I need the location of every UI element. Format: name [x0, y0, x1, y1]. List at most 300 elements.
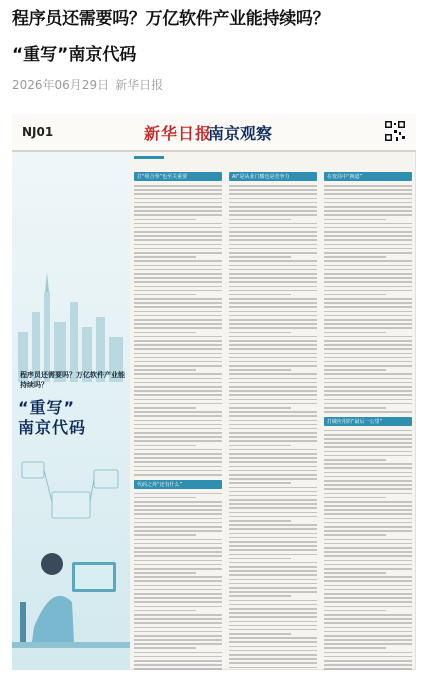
text-line — [324, 493, 412, 495]
text-line — [324, 534, 386, 536]
text-line — [324, 488, 412, 490]
text-line — [324, 639, 412, 641]
article-source: 新华日报 — [115, 78, 164, 92]
lead-accent-bar — [134, 156, 164, 159]
text-line — [134, 336, 222, 338]
text-line — [134, 306, 222, 308]
text-line — [134, 597, 222, 599]
text-line — [134, 551, 222, 553]
text-line — [324, 290, 412, 292]
text-line — [229, 193, 317, 195]
text-line — [134, 639, 222, 641]
text-line — [134, 298, 222, 300]
text-line — [134, 576, 222, 578]
text-line — [229, 558, 291, 560]
text-line — [134, 509, 222, 511]
text-line — [229, 369, 291, 371]
text-line — [324, 505, 412, 507]
text-line — [229, 507, 317, 509]
text-line — [324, 256, 386, 258]
text-line — [134, 319, 222, 321]
text-line — [324, 411, 412, 413]
text-line — [324, 382, 412, 384]
text-line — [229, 595, 291, 597]
text-line — [229, 604, 317, 606]
text-line — [134, 386, 222, 388]
text-line — [324, 601, 412, 603]
text-line — [134, 568, 222, 570]
text-line — [134, 382, 222, 384]
page-number: NJ01 — [22, 125, 54, 139]
text-line — [324, 378, 412, 380]
text-line — [324, 647, 386, 649]
text-line — [229, 269, 317, 271]
text-line — [229, 549, 317, 551]
text-line — [324, 189, 412, 191]
text-line — [229, 537, 317, 539]
text-line — [324, 455, 412, 457]
text-line — [324, 311, 412, 313]
text-line — [134, 432, 222, 434]
text-line — [229, 554, 317, 556]
article-meta — [12, 78, 417, 92]
text-line — [134, 340, 222, 342]
text-line — [229, 185, 317, 187]
text-line — [324, 664, 412, 666]
text-line — [229, 587, 317, 589]
text-line — [324, 281, 412, 283]
text-line — [134, 365, 222, 367]
text-line — [134, 260, 222, 262]
text-line — [229, 424, 317, 426]
text-line — [324, 231, 412, 233]
text-line — [229, 600, 317, 602]
text-line — [134, 601, 222, 603]
text-line — [134, 214, 222, 216]
text-line — [229, 252, 317, 254]
text-line — [134, 606, 222, 608]
text-line — [324, 193, 412, 195]
text-line — [134, 622, 222, 624]
newspaper-brand: 新华日报 — [144, 124, 213, 143]
text-line — [324, 656, 412, 658]
text-line — [324, 369, 386, 371]
text-line — [134, 390, 222, 392]
text-line — [229, 294, 291, 296]
text-line — [324, 564, 412, 566]
text-line — [324, 277, 412, 279]
text-line — [324, 526, 412, 528]
text-line — [229, 189, 317, 191]
text-line — [229, 445, 291, 447]
text-line — [229, 344, 317, 346]
text-line — [324, 627, 412, 629]
text-line — [324, 438, 412, 440]
text-line — [229, 323, 317, 325]
text-line — [229, 654, 317, 656]
column-subtitle: AI”是从业门槛也是竞争力 — [229, 172, 317, 181]
text-column-1 — [134, 168, 222, 670]
text-line — [134, 231, 222, 233]
text-line — [229, 348, 317, 350]
text-line — [229, 612, 317, 614]
text-line — [324, 214, 412, 216]
column-subtitle: 代码之外“还有什么” — [134, 480, 222, 489]
text-line — [229, 214, 317, 216]
text-line — [229, 545, 317, 547]
text-line — [229, 629, 317, 631]
text-line — [324, 643, 412, 645]
text-line — [324, 353, 412, 355]
text-line — [229, 394, 317, 396]
text-line — [324, 227, 412, 229]
text-line — [134, 501, 222, 503]
text-column-2 — [229, 168, 317, 670]
text-line — [134, 614, 222, 616]
text-line — [324, 434, 412, 436]
text-line — [324, 622, 412, 624]
text-line — [229, 411, 317, 413]
text-line — [229, 482, 291, 484]
text-line — [134, 273, 222, 275]
text-line — [134, 635, 222, 637]
text-line — [134, 660, 222, 662]
text-line — [229, 512, 317, 514]
text-line — [229, 365, 317, 367]
text-line — [229, 625, 317, 627]
text-line — [134, 585, 222, 587]
text-line — [229, 487, 317, 489]
text-line — [134, 534, 196, 536]
text-line — [134, 290, 222, 292]
text-column-3 — [324, 168, 412, 670]
text-line — [324, 631, 412, 633]
text-line — [134, 543, 222, 545]
text-line — [134, 311, 222, 313]
text-line — [229, 466, 317, 468]
text-line — [229, 198, 317, 200]
text-line — [229, 378, 317, 380]
text-line — [134, 286, 222, 288]
text-line — [229, 633, 291, 635]
text-line — [324, 294, 386, 296]
newspaper-page-image[interactable] — [12, 114, 416, 670]
text-line — [229, 336, 317, 338]
text-line — [324, 340, 412, 342]
text-line — [229, 302, 317, 304]
text-line — [324, 344, 412, 346]
text-line — [229, 311, 317, 313]
text-line — [134, 664, 222, 666]
text-line — [324, 373, 412, 375]
article-header — [12, 8, 417, 92]
text-line — [324, 260, 412, 262]
text-line — [324, 219, 386, 221]
newspaper-masthead — [12, 114, 416, 152]
text-line — [134, 277, 222, 279]
text-line — [324, 543, 412, 545]
text-line — [229, 499, 317, 501]
article-date: 2026年06月29日 — [12, 78, 110, 92]
text-line — [324, 306, 412, 308]
text-line — [324, 480, 412, 482]
text-line — [229, 562, 317, 564]
text-line — [134, 315, 222, 317]
text-line — [134, 407, 196, 409]
text-line — [134, 656, 222, 658]
text-line — [324, 269, 412, 271]
text-line — [229, 219, 291, 221]
text-line — [229, 457, 317, 459]
text-line — [229, 495, 317, 497]
text-line — [324, 327, 412, 329]
text-line — [324, 539, 412, 541]
text-line — [324, 484, 412, 486]
text-line — [134, 373, 222, 375]
text-line — [134, 572, 196, 574]
text-line — [229, 658, 317, 660]
text-line — [134, 522, 222, 524]
text-line — [134, 227, 222, 229]
text-line — [324, 286, 412, 288]
text-line — [134, 378, 222, 380]
text-line — [229, 440, 317, 442]
text-line — [134, 252, 222, 254]
text-line — [229, 281, 317, 283]
text-line — [134, 424, 222, 426]
text-line — [229, 361, 317, 363]
qr-code-icon — [384, 120, 406, 142]
text-line — [324, 589, 412, 591]
text-line — [229, 641, 317, 643]
text-line — [229, 420, 317, 422]
text-line — [134, 580, 222, 582]
text-line — [229, 239, 317, 241]
text-line — [324, 348, 412, 350]
text-line — [134, 327, 222, 329]
text-line — [134, 411, 222, 413]
text-line — [229, 340, 317, 342]
text-line — [324, 509, 412, 511]
text-line — [324, 235, 412, 237]
text-line — [324, 210, 412, 212]
text-line — [229, 491, 317, 493]
text-line — [324, 336, 412, 338]
text-line — [324, 298, 412, 300]
text-line — [229, 206, 317, 208]
text-line — [134, 394, 222, 396]
text-line — [229, 286, 317, 288]
text-line — [324, 652, 412, 654]
text-line — [324, 206, 412, 208]
text-line — [134, 428, 222, 430]
text-line — [324, 597, 412, 599]
text-line — [324, 576, 412, 578]
text-line — [229, 432, 317, 434]
text-line — [134, 668, 222, 670]
text-line — [229, 319, 317, 321]
text-line — [324, 459, 386, 461]
text-line — [134, 420, 222, 422]
text-line — [229, 386, 317, 388]
text-line — [324, 568, 412, 570]
text-line — [324, 185, 412, 187]
text-line — [229, 608, 317, 610]
text-line — [229, 650, 317, 652]
text-line — [229, 382, 317, 384]
text-line — [229, 621, 317, 623]
text-line — [229, 474, 317, 476]
text-line — [229, 265, 317, 267]
text-line — [229, 516, 317, 518]
text-line — [229, 524, 317, 526]
text-line — [134, 415, 222, 417]
poster-title-line1: “重写” — [18, 398, 76, 417]
text-line — [324, 315, 412, 317]
text-line — [324, 618, 412, 620]
text-line — [324, 451, 412, 453]
text-line — [324, 332, 386, 334]
text-line — [229, 327, 317, 329]
text-line — [229, 235, 317, 237]
text-line — [229, 390, 317, 392]
text-line — [324, 476, 412, 478]
text-line — [229, 315, 317, 317]
text-line — [229, 461, 317, 463]
text-line — [324, 551, 412, 553]
text-line — [229, 503, 317, 505]
text-line — [134, 403, 222, 405]
text-line — [134, 530, 222, 532]
article-headline: 程序员还需要吗？万亿软件产业能持续吗？ — [12, 9, 330, 29]
text-line — [324, 390, 412, 392]
text-line — [229, 260, 317, 262]
text-line — [229, 298, 317, 300]
text-line — [324, 513, 412, 515]
text-line — [324, 530, 412, 532]
text-line — [134, 256, 196, 258]
text-line — [324, 660, 412, 662]
text-line — [134, 248, 222, 250]
text-line — [229, 583, 317, 585]
text-line — [324, 223, 412, 225]
text-line — [134, 453, 222, 455]
text-line — [324, 518, 412, 520]
poster-question: 程序员还需要吗？万亿软件产业能持续吗？ — [20, 371, 125, 389]
text-line — [229, 248, 317, 250]
text-line — [134, 348, 222, 350]
text-line — [229, 570, 317, 572]
text-line — [229, 277, 317, 279]
text-line — [229, 449, 317, 451]
text-line — [134, 361, 222, 363]
text-line — [134, 440, 222, 442]
text-line — [134, 555, 222, 557]
text-line — [229, 306, 317, 308]
text-line — [134, 265, 222, 267]
poster-title-line2: 南京代码 — [18, 418, 87, 437]
text-line — [229, 332, 291, 334]
column-subtitle: 打破应用的“最后一公里” — [324, 417, 412, 426]
text-line — [134, 560, 222, 562]
text-line — [324, 202, 412, 204]
text-line — [229, 662, 317, 664]
text-line — [229, 357, 317, 359]
text-line — [324, 198, 412, 200]
text-line — [134, 493, 222, 495]
text-line — [324, 442, 412, 444]
article-columns — [134, 168, 412, 670]
text-line — [324, 610, 386, 612]
text-line — [134, 206, 222, 208]
text-line — [324, 430, 412, 432]
text-line — [229, 415, 317, 417]
text-line — [134, 202, 222, 204]
text-line — [324, 585, 412, 587]
text-line — [229, 436, 317, 438]
text-line — [134, 593, 222, 595]
text-line — [324, 399, 412, 401]
text-line — [229, 244, 317, 246]
text-line — [134, 223, 222, 225]
text-line — [324, 497, 386, 499]
text-line — [229, 256, 291, 258]
text-line — [324, 446, 412, 448]
text-line — [229, 667, 317, 669]
text-line — [229, 210, 317, 212]
text-line — [324, 273, 412, 275]
text-line — [134, 269, 222, 271]
text-line — [324, 614, 412, 616]
text-line — [324, 560, 412, 562]
text-line — [229, 520, 291, 522]
text-line — [134, 193, 222, 195]
text-line — [134, 302, 222, 304]
text-line — [134, 631, 222, 633]
text-line — [324, 668, 412, 670]
column-subtitle: 在变局中“换道” — [324, 172, 412, 181]
text-line — [229, 566, 317, 568]
text-line — [324, 386, 412, 388]
text-line — [229, 478, 317, 480]
text-line — [134, 627, 222, 629]
text-line — [134, 353, 222, 355]
text-line — [134, 518, 222, 520]
text-line — [324, 522, 412, 524]
text-line — [134, 185, 222, 187]
text-line — [229, 353, 317, 355]
text-line — [229, 403, 317, 405]
text-line — [134, 526, 222, 528]
text-line — [324, 580, 412, 582]
text-line — [324, 547, 412, 549]
column-subtitle: 打“组合拳”也至关重要 — [134, 172, 222, 181]
text-line — [324, 593, 412, 595]
text-line — [229, 533, 317, 535]
programmer-at-desk-icon — [12, 452, 130, 670]
text-line — [134, 470, 222, 472]
text-line — [134, 466, 222, 468]
poster-illustration — [12, 152, 130, 670]
text-line — [134, 210, 222, 212]
text-line — [324, 606, 412, 608]
text-line — [324, 463, 412, 465]
text-line — [134, 647, 196, 649]
text-line — [134, 323, 222, 325]
text-line — [324, 357, 412, 359]
text-line — [134, 610, 196, 612]
text-line — [324, 635, 412, 637]
